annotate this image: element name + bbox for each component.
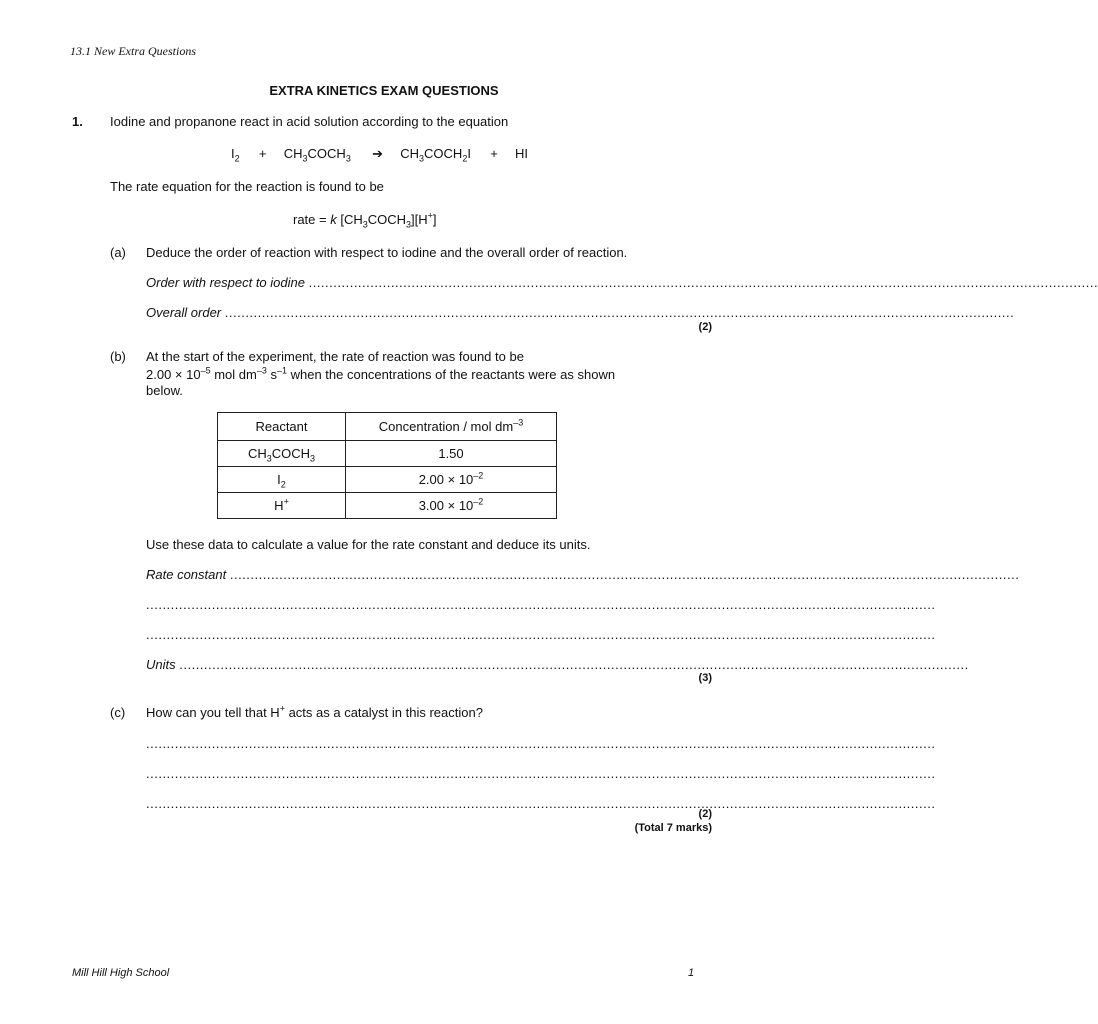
part-c-label: (c)	[110, 705, 126, 720]
eq-iodine: $I_2$	[231, 146, 240, 164]
answer-line-overall-order[interactable]: Overall order ................................................................................................................................................................................................	[146, 305, 1015, 320]
part-c-text: How can you tell that H+ acts as a catalyst in this reaction?	[146, 703, 483, 720]
marks-b: (3)	[698, 672, 712, 684]
footer-school: Mill Hill High School	[72, 967, 170, 979]
eq-plus: +	[258, 146, 267, 161]
table-row	[218, 441, 557, 467]
concentration-propanone: 1.50	[346, 441, 557, 467]
reactant-propanone: $CH_3COCH_3$	[218, 441, 346, 467]
rate-equation: rate = k $[CH_3COCH_3][H^+]$	[293, 210, 437, 230]
eq-iodopropanone: $CH_3COCH_2I$	[400, 146, 471, 164]
part-a-label: (a)	[110, 245, 126, 260]
table-header-row	[218, 413, 557, 441]
concentration-table	[217, 412, 557, 519]
eq-plus: +	[490, 146, 498, 161]
answer-line[interactable]: ................................................................................................................................................................................................	[146, 627, 936, 642]
concentration-hydrogen-ion: $3.00 \times 10^{-2}$	[346, 493, 557, 519]
header-concentration: Concentration / mol $dm^{-3}$	[346, 413, 557, 441]
answer-line[interactable]: ................................................................................................................................................................................................	[146, 796, 936, 811]
part-b-label: (b)	[110, 349, 126, 364]
answer-line[interactable]: ................................................................................................................................................................................................	[146, 597, 936, 612]
concentration-iodine: $2.00 \times 10^{-2}$	[346, 467, 557, 493]
part-a-text: Deduce the order of reaction with respect to iodine and the overall order of reaction.	[146, 245, 628, 260]
part-b-text-line1: At the start of the experiment, the rate of reaction was found to be	[146, 349, 524, 364]
reactant-iodine: $I_2$	[218, 467, 346, 493]
reaction-equation	[231, 146, 528, 162]
page-title: EXTRA KINETICS EXAM QUESTIONS	[269, 83, 499, 98]
table-row	[218, 467, 557, 493]
total-marks: (Total 7 marks)	[634, 822, 712, 834]
reactant-hydrogen-ion: H+	[218, 493, 346, 519]
marks-a: (2)	[698, 321, 712, 333]
eq-propanone: $CH_3COCH_3$	[283, 146, 351, 164]
running-header: 13.1 New Extra Questions	[70, 44, 196, 58]
header-reactant: Reactant	[218, 413, 346, 441]
page-number: 1	[688, 967, 695, 979]
part-b-text-line3: below.	[146, 383, 183, 398]
answer-line-order-iodine[interactable]: Order with respect to iodine ................................................................................................................................................................................................	[146, 275, 1098, 290]
marks-c: (2)	[698, 808, 712, 820]
eq-hi: HI	[515, 146, 529, 161]
question-number: 1.	[72, 114, 83, 129]
table-row	[218, 493, 557, 519]
question-intro: Iodine and propanone react in acid solution according to the equation	[110, 114, 509, 129]
answer-line[interactable]: ................................................................................................................................................................................................	[146, 736, 936, 751]
answer-line[interactable]: ................................................................................................................................................................................................	[146, 766, 936, 781]
part-b-text-line2: $2.00 \times 10^{-5}$ mol $dm^{-3}$ $s^{-1}$ when the concentrations of the reactants were as shown	[146, 365, 616, 382]
answer-line-rate-constant[interactable]: Rate constant ................................................................................................................................................................................................	[146, 567, 1020, 582]
eq-arrow-icon: ➔	[372, 146, 383, 161]
part-b-instruction: Use these data to calculate a value for the rate constant and deduce its units.	[146, 537, 591, 552]
answer-line-units[interactable]: Units ................................................................................................................................................................................................	[146, 657, 969, 672]
rate-intro: The rate equation for the reaction is found to be	[110, 179, 384, 194]
